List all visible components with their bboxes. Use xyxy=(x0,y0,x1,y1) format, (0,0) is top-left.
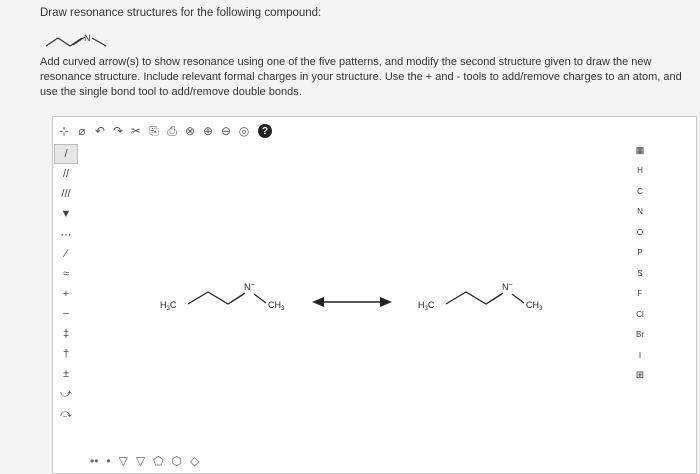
s1-n: N xyxy=(244,282,251,292)
element-h[interactable]: H xyxy=(637,166,643,176)
radical-tool[interactable]: ‡ xyxy=(62,328,70,340)
radical-dot-tool[interactable]: • xyxy=(106,454,111,468)
undo-icon[interactable]: ↶ xyxy=(94,124,106,138)
structure-2 xyxy=(418,282,543,312)
cyclopropane-ring-tool[interactable]: ▽ xyxy=(118,454,128,468)
arrow-tool[interactable]: ⤻ xyxy=(60,387,72,400)
structure-1 xyxy=(160,282,285,312)
question-text: Draw resonance structures for the following compound: xyxy=(40,7,322,19)
clean-icon[interactable]: ⊗ xyxy=(184,124,196,138)
zoom-fit-icon[interactable]: ◎ xyxy=(238,124,250,138)
positive-charge-tool[interactable]: + xyxy=(62,288,70,300)
instructions-text: Add curved arrow(s) to show resonance using one of the five patterns, and modify the second structure given to draw the new resonance structure. Include relevant formal charges in your structure. Use the + and - tools to add/remove charges to an atom, and use the single bond tool to add/remove double bonds. xyxy=(40,56,682,98)
element-list-icon[interactable]: ⊞ xyxy=(635,370,645,382)
svg-text:N− xyxy=(502,282,513,292)
element-cl[interactable]: Cl xyxy=(636,309,644,319)
s1-charge: − xyxy=(250,282,255,289)
s2-charge: − xyxy=(508,282,513,289)
s2-n: N xyxy=(502,282,509,292)
s1-sub2: 3 xyxy=(281,306,285,312)
s2-sub2: 3 xyxy=(539,306,543,312)
element-f[interactable]: F xyxy=(637,289,643,299)
element-p[interactable]: P xyxy=(637,248,643,258)
lone-pair-tool[interactable]: •• xyxy=(90,454,99,468)
benzene-ring-tool[interactable]: ◇ xyxy=(190,454,200,468)
svg-text:CH3 xyxy=(268,300,285,312)
element-i[interactable]: I xyxy=(638,350,642,360)
cyclopentane-ring-tool[interactable]: ⬠ xyxy=(153,454,164,468)
ring-tool[interactable]: † xyxy=(62,348,70,360)
cyclohexane-ring-tool[interactable]: ⬡ xyxy=(171,454,182,468)
s2-ch: CH xyxy=(526,300,539,310)
element-s[interactable]: S xyxy=(637,268,643,278)
compound-skeleton xyxy=(40,30,120,52)
element-toolbar xyxy=(620,140,660,386)
single-bond-tool[interactable]: / xyxy=(54,144,78,164)
element-n[interactable]: N xyxy=(637,207,643,217)
triple-bond-tool[interactable]: /// xyxy=(61,188,71,200)
bottom-toolbar xyxy=(90,454,199,468)
svg-text:H3C xyxy=(418,300,435,312)
element-br[interactable]: Br xyxy=(636,330,644,340)
element-o[interactable]: O xyxy=(636,227,644,237)
copy-icon[interactable]: ⎘ xyxy=(149,123,159,138)
hash-bond-tool[interactable]: ⋯ xyxy=(60,228,72,241)
s1-c: C xyxy=(169,300,177,310)
top-toolbar xyxy=(56,120,274,142)
paste-icon[interactable]: ⎙ xyxy=(167,123,177,138)
cyclobutane-ring-tool[interactable]: ▽ xyxy=(135,454,146,468)
wedge-bond-tool[interactable]: ▼ xyxy=(60,208,72,220)
zoom-out-icon[interactable]: ⊖ xyxy=(220,124,232,138)
wavy-bond-tool[interactable]: ∕ xyxy=(65,248,67,260)
help-icon[interactable]: ? xyxy=(258,124,272,138)
periodic-table-icon[interactable]: ▦ xyxy=(635,144,645,155)
s2-sub: 3 xyxy=(424,306,428,312)
compound-n-label: N xyxy=(84,33,91,43)
element-c[interactable]: C xyxy=(637,186,643,196)
redo-icon[interactable]: ↷ xyxy=(112,124,124,138)
curved-arrow-tool[interactable]: ⤼ xyxy=(60,407,72,420)
svg-text:N− xyxy=(244,282,255,292)
resonance-canvas[interactable] xyxy=(140,258,560,328)
zoom-in-icon[interactable]: ⊕ xyxy=(202,124,214,138)
s1-h: H xyxy=(160,300,167,310)
select-icon[interactable]: ⊹ xyxy=(58,124,70,138)
negative-charge-tool[interactable]: − xyxy=(62,308,70,320)
svg-text:CH3 xyxy=(526,300,543,312)
eraser-icon[interactable]: ⌀ xyxy=(78,124,86,138)
s1-sub: 3 xyxy=(166,306,170,312)
svg-text:H3C xyxy=(160,300,177,312)
resonance-arrow xyxy=(312,297,392,307)
cut-icon[interactable]: ✂ xyxy=(130,124,142,138)
either-bond-tool[interactable]: ≈ xyxy=(62,268,70,280)
plus-tool[interactable]: ± xyxy=(62,368,70,380)
s1-ch: CH xyxy=(268,300,281,310)
s2-h: H xyxy=(418,300,425,310)
double-bond-tool[interactable]: // xyxy=(62,168,70,180)
s2-c: C xyxy=(427,300,435,310)
left-toolbar xyxy=(54,144,78,424)
